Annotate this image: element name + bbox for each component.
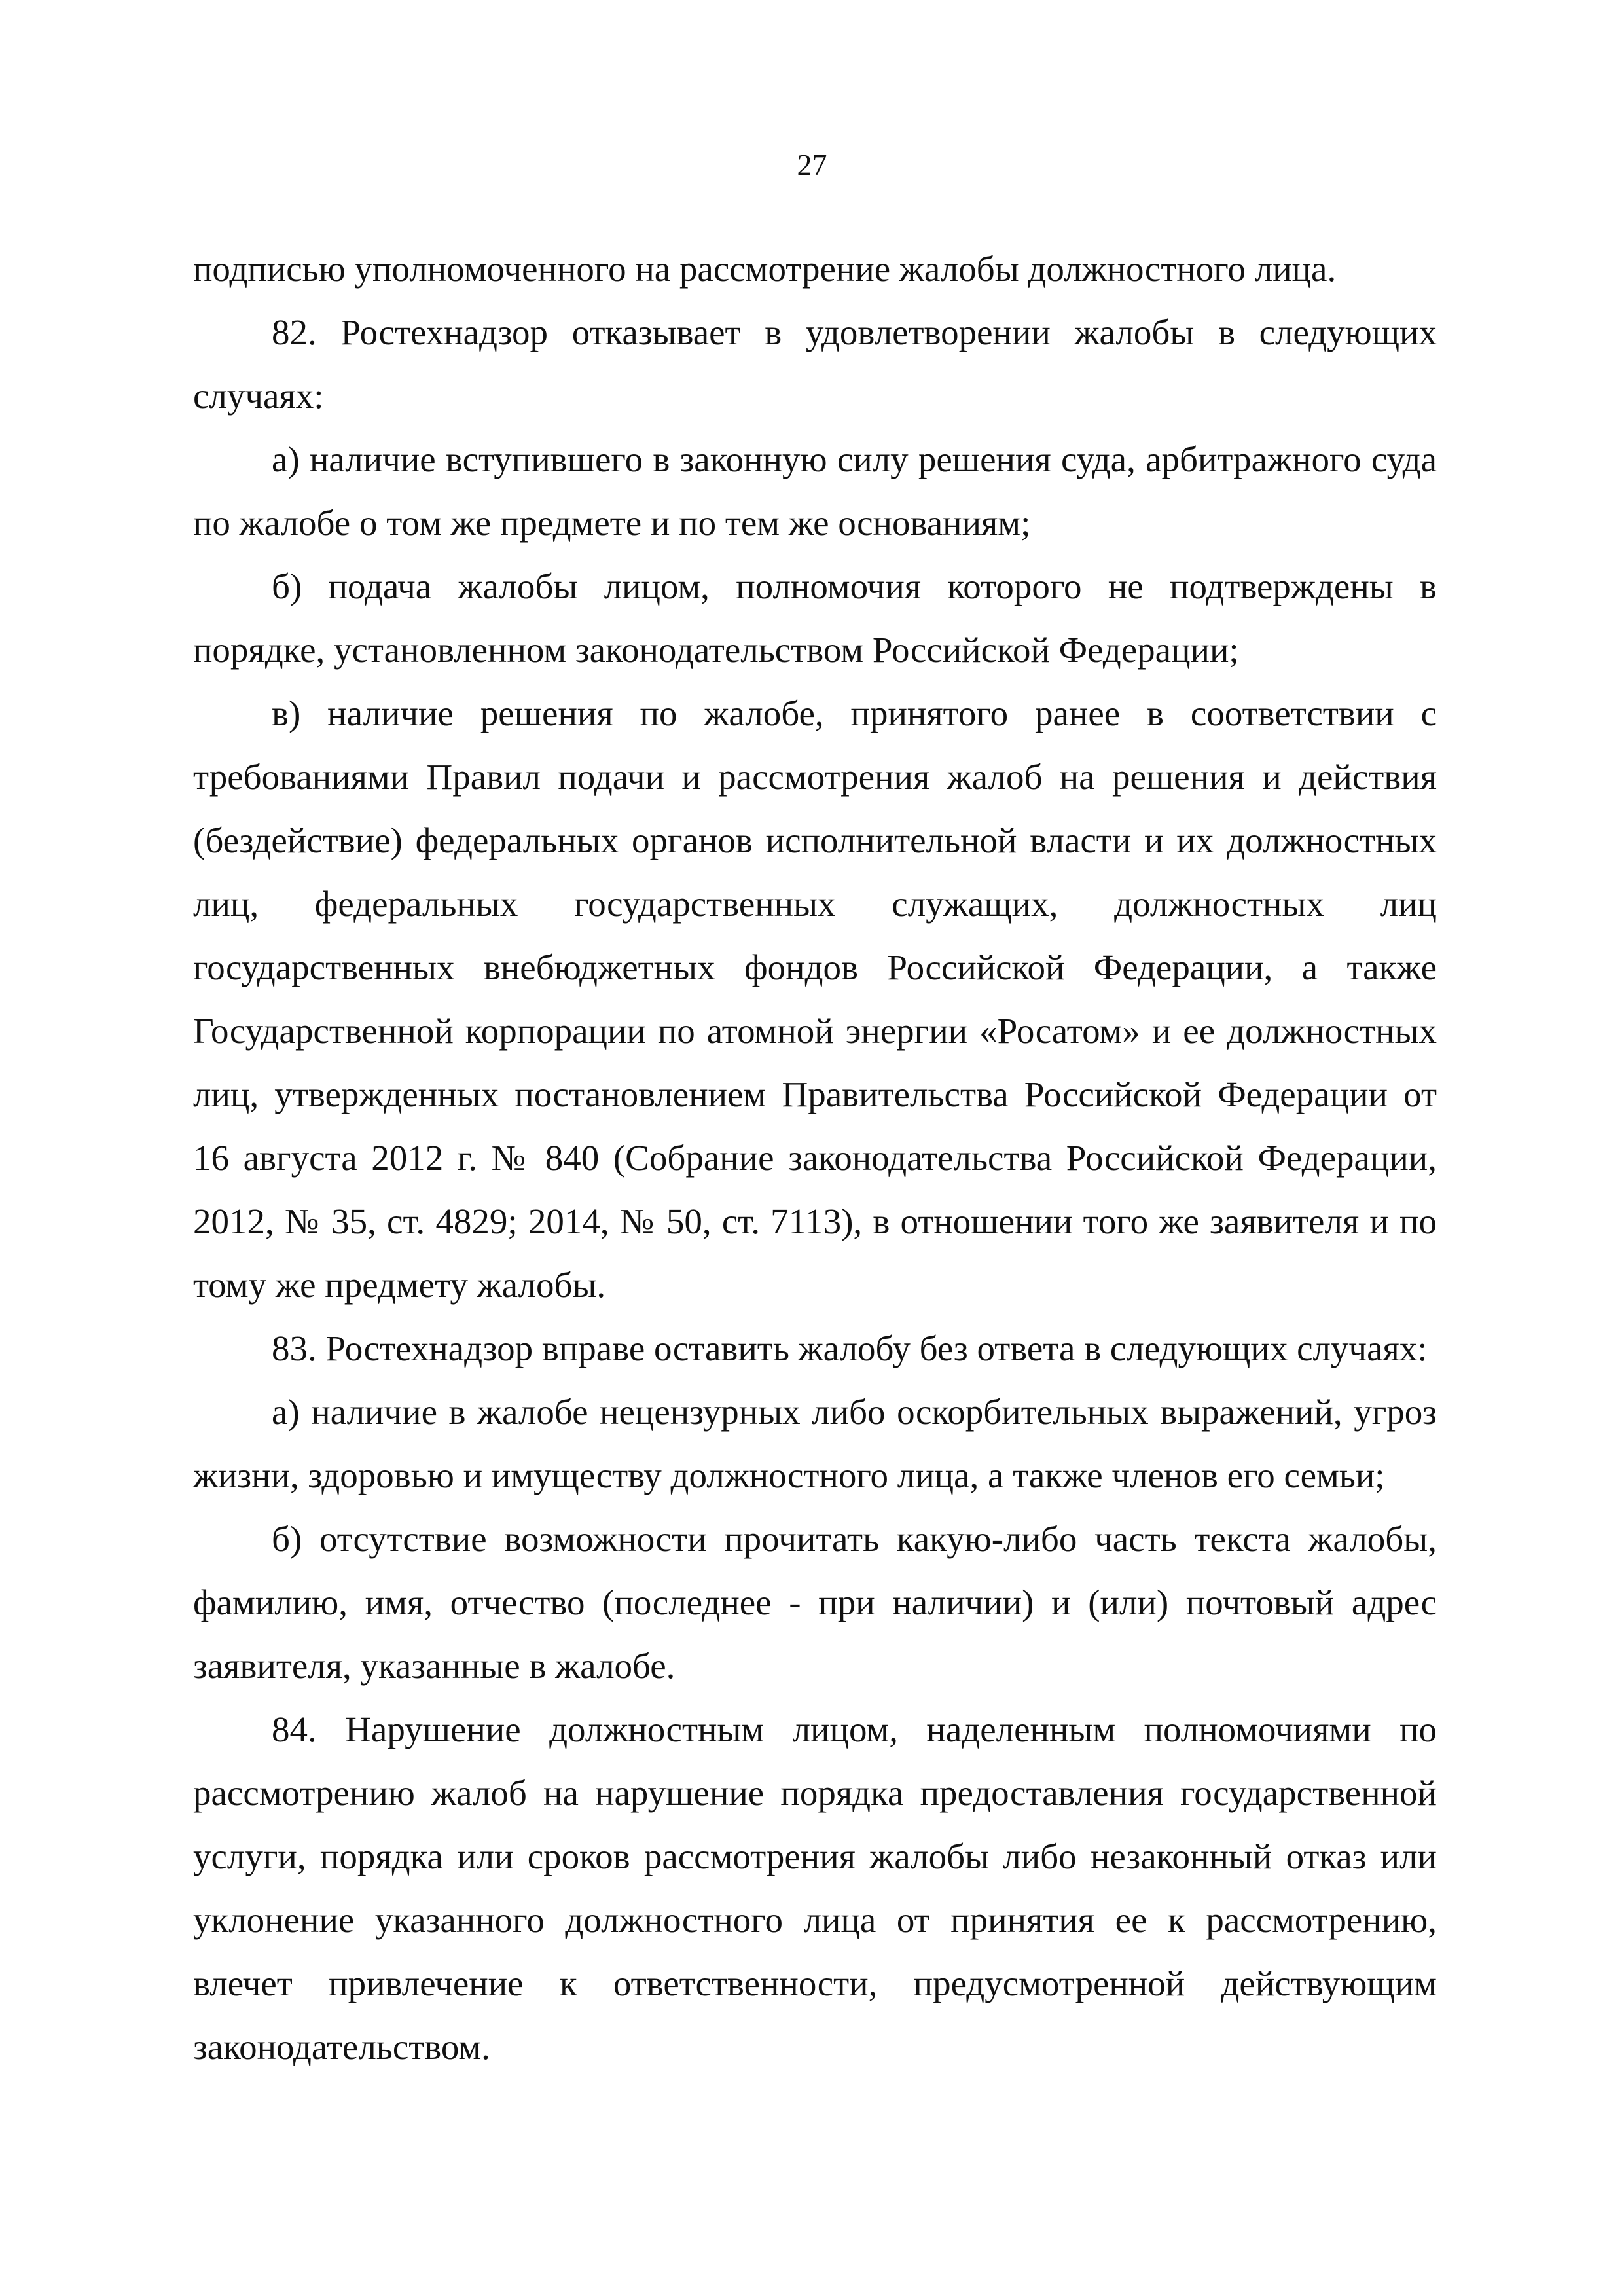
paragraph-82-v: в) наличие решения по жалобе, принятого ранее в соответствии с требованиями Правил подачи и рассмотрения жалоб на решения и действия (бездействие) федеральных органов исполнительной власти и их должностных лиц, федеральных государственных служащих, должностных лиц государственных внебюджетных фондов Российской Федерации, а также Государственной корпорации по атомной энергии «Росатом» и ее должностных лиц, утвержденных постановлением Правительства Российской Федерации от 16 августа 2012 г. № 840 (Собрание законодательства Российской Федерации, 2012, № 35, ст. 4829; 2014, № 50, ст. 7113), в отношении того же заявителя и по тому же предмету жалобы. [193, 693, 1437, 1305]
paragraph-83-b: б) отсутствие возможности прочитать какую-либо часть текста жалобы, фамилию, имя, отчество (последнее - при наличии) и (или) почтовый адрес заявителя, указанные в жалобе. [193, 1519, 1437, 1686]
paragraph-83-a: а) наличие в жалобе нецензурных либо оскорбительных выражений, угроз жизни, здоровью и имуществу должностного лица, а также членов его семьи; [193, 1392, 1437, 1495]
document-body [193, 237, 1437, 2079]
paragraph-continuation: подписью уполномоченного на рассмотрение жалобы должностного лица. [193, 249, 1337, 289]
page-number: 27 [797, 148, 827, 181]
paragraph-83: 83. Ростехнадзор вправе оставить жалобу без ответа в следующих случаях: [272, 1328, 1428, 1368]
paragraph-82-b: б) подача жалобы лицом, полномочия которого не подтверждены в порядке, установленном законодательством Российской Федерации; [193, 566, 1437, 670]
paragraph-82: 82. Ростехнадзор отказывает в удовлетворении жалобы в следующих случаях: [193, 312, 1437, 416]
paragraph-82-a: а) наличие вступившего в законную силу решения суда, арбитражного суда по жалобе о том же предмете и по тем же основаниям; [193, 439, 1437, 543]
paragraph-84: 84. Нарушение должностным лицом, наделенным полномочиями по рассмотрению жалоб на нарушение порядка предоставления государственной услуги, порядка или сроков рассмотрения жалобы либо незаконный отказ или уклонение указанного должностного лица от принятия ее к рассмотрению, влечет привлечение к ответственности, предусмотренной действующим законодательством. [193, 1709, 1437, 2067]
